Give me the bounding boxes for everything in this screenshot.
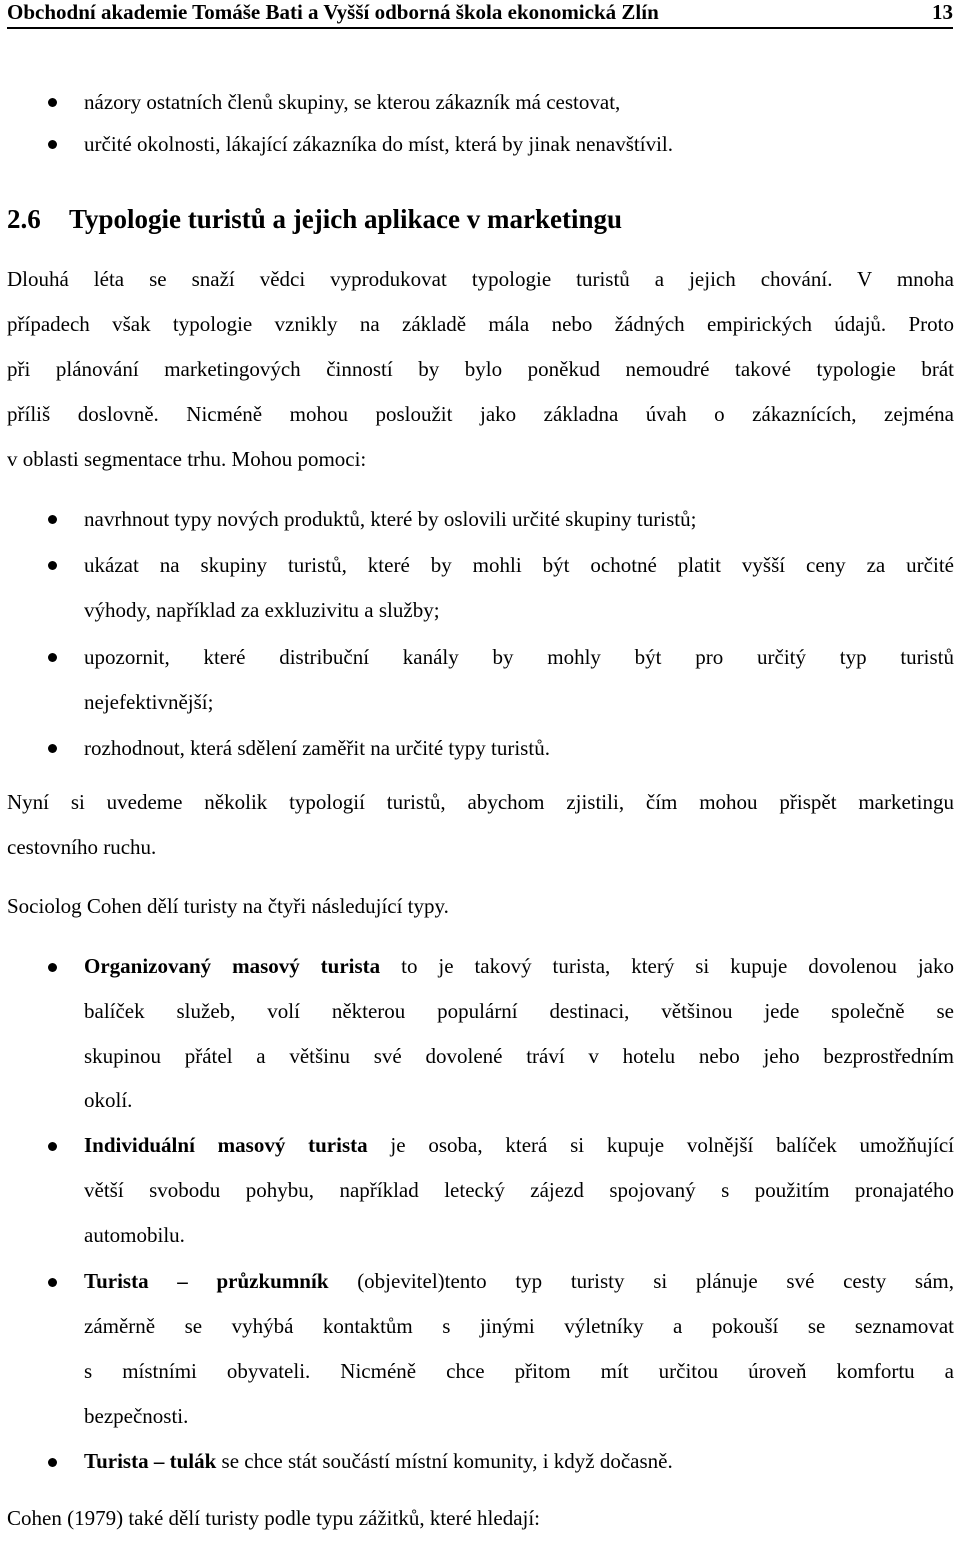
- list-item-continued: automobilu.: [84, 1223, 185, 1247]
- bullet-dot: [48, 1458, 57, 1467]
- paragraph-line: při plánování marketingových činností by bylo poněkud nemoudré takové typologie brát: [7, 357, 954, 381]
- term-description: (objevitel)tento typ turisty si plánuje své cesty sám,: [328, 1269, 954, 1293]
- list-item-continued: bezpečnosti.: [84, 1404, 189, 1428]
- list-item: navrhnout typy nových produktů, které by oslovili určité skupiny turistů;: [84, 507, 697, 531]
- list-item: [84, 1258, 954, 1304]
- paragraph-line: v oblasti segmentace trhu. Mohou pomoci:: [7, 447, 367, 471]
- paragraph-line: případech však typologie vznikly na základě mála nebo žádných empirických údajů. Proto: [7, 312, 954, 336]
- bullet-dot: [48, 963, 57, 972]
- term-bold: Turista – průzkumník: [84, 1269, 329, 1293]
- bullet-dot: [48, 744, 57, 753]
- bullet-dot: [48, 515, 57, 524]
- term-bold: Turista – tulák: [84, 1449, 217, 1473]
- paragraph-line: Sociolog Cohen dělí turisty na čtyři následující typy.: [7, 894, 449, 918]
- section-heading: [7, 196, 622, 242]
- term-description: se chce stát součástí místní komunity, i když dočasně.: [216, 1449, 673, 1473]
- term-bold: Organizovaný masový turista: [84, 954, 381, 978]
- paragraph-line: cestovního ruchu.: [7, 835, 157, 859]
- paragraph-line: Dlouhá léta se snaží vědci vyprodukovat typologie turistů a jejich chování. V mnoha: [7, 267, 954, 291]
- school-name: Obchodní akademie Tomáše Bati a Vyšší odborná škola ekonomická Zlín: [7, 0, 659, 24]
- list-item: upozornit, které distribuční kanály by mohly být pro určitý typ turistů: [84, 645, 954, 669]
- list-item-continued: větší svobodu pohybu, například letecký zájezd spojovaný s použitím pronajatého: [84, 1178, 954, 1202]
- list-item: ukázat na skupiny turistů, které by mohli být ochotné platit vyšší ceny za určité: [84, 553, 954, 577]
- list-item: [84, 1122, 954, 1168]
- list-item: názory ostatních členů skupiny, se kterou zákazník má cestovat,: [84, 90, 621, 114]
- term-description: je osoba, která si kupuje volnější balíček umožňující: [367, 1133, 954, 1157]
- paragraph-line: Nyní si uvedeme několik typologií turistů, abychom zjistili, čím mohou přispět marketingu: [7, 790, 954, 814]
- bullet-dot: [48, 140, 57, 149]
- bullet-dot: [48, 98, 57, 107]
- bullet-dot: [48, 653, 57, 662]
- term-bold: Individuální masový turista: [84, 1133, 368, 1157]
- list-item-continued: nejefektivnější;: [84, 690, 214, 714]
- page-number: 13: [932, 0, 953, 24]
- list-item-continued: skupinou přátel a většinu své dovolené tráví v hotelu nebo jeho bezprostředním: [84, 1044, 954, 1068]
- bullet-dot: [48, 1142, 57, 1151]
- list-item: [84, 943, 954, 989]
- list-item: určité okolnosti, lákající zákazníka do míst, která by jinak nenavštívil.: [84, 132, 674, 156]
- page-header: [7, 0, 953, 29]
- section-number: 2.6: [7, 204, 41, 234]
- bullet-dot: [48, 1278, 57, 1287]
- list-item: rozhodnout, která sdělení zaměřit na určité typy turistů.: [84, 736, 550, 760]
- section-title: Typologie turistů a jejich aplikace v marketingu: [69, 204, 622, 234]
- list-item-continued: výhody, například za exkluzivitu a služby;: [84, 598, 440, 622]
- term-description: to je takový turista, který si kupuje dovolenou jako: [380, 954, 955, 978]
- list-item-continued: s místními obyvateli. Nicméně chce přitom mít určitou úroveň komfortu a: [84, 1359, 954, 1383]
- bullet-dot: [48, 561, 57, 570]
- list-item-continued: záměrně se vyhýbá kontaktům s jinými výletníky a pokouší se seznamovat: [84, 1314, 954, 1338]
- list-item: [84, 1438, 954, 1484]
- list-item-continued: balíček služeb, volí některou populární destinaci, většinou jede společně se: [84, 999, 954, 1023]
- paragraph-line: Cohen (1979) také dělí turisty podle typu zážitků, které hledají:: [7, 1506, 541, 1530]
- list-item-continued: okolí.: [84, 1088, 133, 1112]
- paragraph-line: příliš doslovně. Nicméně mohou posloužit jako základna úvah o zákaznících, zejména: [7, 402, 954, 426]
